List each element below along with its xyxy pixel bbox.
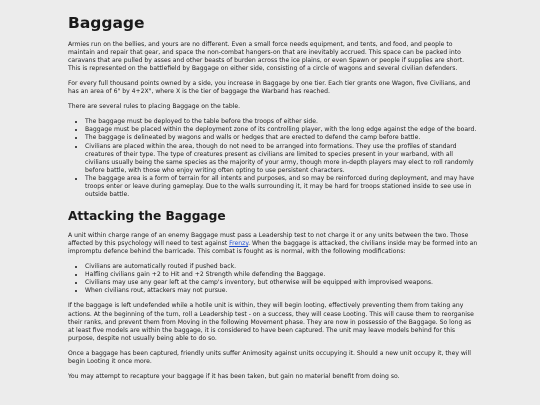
section-heading-attacking: Attacking the Baggage [68, 209, 226, 224]
list-item: • The baggage must be deployed to the table before the troops of either side. [85, 118, 478, 126]
attack-paragraph [68, 232, 478, 256]
attack-text-after: . When the baggage is attacked, the civilians inside may be formed into an impromptu defence behind the barricade. This combat is fought as is normal, with the following modifications: [68, 239, 478, 256]
list-item: • The baggage area is a form of terrain for all intents and purposes, and so may be reinforced during deployment, and may have troops enter or leave during gameplay. Due to the walls surrounding it, it may be hard for troops stationed inside to see use in outside battle. [85, 175, 478, 199]
intro-paragraph: Armies run on the bellies, and yours are no different. Even a small force needs equipment, and tents, and food, and people to maintain and repair that gear, and space the non-combat hangers-on that are inevitably accrued. This space can be packed into caravans that are pulled by asses and other beasts of burden across the ice plains, or even Spawn or people if supplies are short. This is represented on the battlefield by Baggage on either side, consisting of a circle of wagons and several civilian defenders. [68, 40, 465, 72]
placement-rules-list [68, 118, 478, 199]
frenzy-link[interactable]: Frenzy [229, 239, 249, 247]
list-item: • Baggage must be placed within the deployment zone of its controlling player, with the long edge against the edge of the board. [85, 126, 478, 134]
modifications-list [68, 263, 478, 295]
list-item: • Civilians may use any gear left at the camp's inventory, but otherwise will be equipped with improvised weapons. [85, 279, 478, 287]
list-item: • Civilians are placed within the area, though do not need to be arranged into formations. They use the profiles of standard creatures of their type. The type of creatures present as civilians are limited to species present in your warband, with all civilians usually being the same species as the majority of your army, though more in-depth players may elect to roll randomly before battle, with those who enjoy writing often opting to use persistent characters. [85, 143, 478, 175]
list-item: • Civilians are automatically routed if pushed back. [85, 263, 478, 271]
attack-text-before: A unit within charge range of an enemy Baggage must pass a Leadership test to not charge it or any units between the two. Those affected by this psychology will need to test against [68, 231, 469, 247]
list-item: • The baggage is delineated by wagons and walls or hedges that are erected to defend the camp before battle. [85, 134, 478, 142]
looting-paragraph: If the baggage is left undefended while a hotile unit is within, they will begin looting, effectively preventing them from taking any actions. At the beginning of the turn, roll a Leadership test - on a success, they will cease Looting. This will cause them to reorganise their ranks, and prevent them from Moving in the following Movement phase. They are now in possessio of the Baggage. So long as at least five models are within the baggage, it is considered to have been captured. The unit may leave models behind for this purpose, despite not usually being able to do so. [68, 302, 474, 342]
points-paragraph: For every full thousand points owned by a side, you increase in Baggage by one tier. Each tier grants one Wagon, five Civilians, and has an area of 6" by 4+2X", where X is the tier of baggage the Warband has reached. [68, 79, 471, 96]
captured-paragraph: Once a baggage has been captured, friendly units suffer Animosity against units occupying it. Should a new unit occupy it, they will begin Looting it once more. [68, 349, 471, 366]
recapture-paragraph: You may attempt to recapture your baggage if it has been taken, but gain no material benefit from doing so. [68, 373, 400, 381]
page-title: Baggage [68, 14, 145, 32]
list-item: • Halfling civilians gain +2 to Hit and +2 Strength while defending the Baggage. [85, 271, 478, 279]
rules-intro: There are several rules to placing Baggage on the table. [68, 103, 241, 111]
list-item: • When civilians rout, attackers may not pursue. [85, 287, 478, 295]
